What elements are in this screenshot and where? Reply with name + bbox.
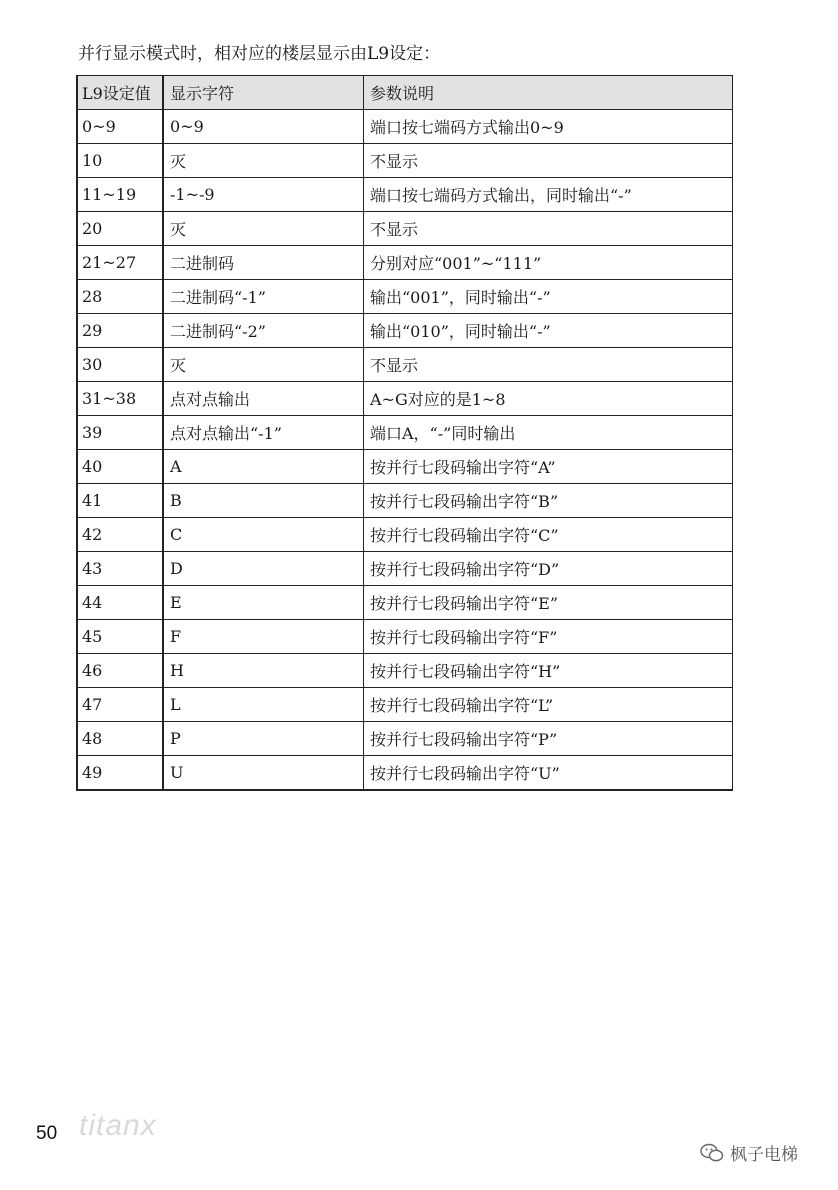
- table-row: [77, 756, 733, 791]
- cell-description: 按并行七段码输出字符“D”: [364, 552, 733, 586]
- table-row: [77, 620, 733, 654]
- cell-setting-value: 31~38: [77, 382, 163, 416]
- cell-setting-value: 49: [77, 756, 163, 791]
- cell-setting-value: 11~19: [77, 178, 163, 212]
- cell-description: 端口A，“-”同时输出: [364, 416, 733, 450]
- cell-display-char: 灭: [163, 348, 364, 382]
- cell-display-char: B: [163, 484, 364, 518]
- cell-description: 不显示: [364, 348, 733, 382]
- cell-description: A~G对应的是1~8: [364, 382, 733, 416]
- cell-description: 按并行七段码输出字符“C”: [364, 518, 733, 552]
- cell-description: 按并行七段码输出字符“H”: [364, 654, 733, 688]
- cell-description: 输出“010”，同时输出“-”: [364, 314, 733, 348]
- table-row: [77, 314, 733, 348]
- table-row: [77, 348, 733, 382]
- brand-logo-text: titanx: [79, 1109, 157, 1142]
- header-setting-value: L9设定值: [77, 76, 163, 110]
- cell-display-char: -1~-9: [163, 178, 364, 212]
- cell-description: 按并行七段码输出字符“E”: [364, 586, 733, 620]
- cell-display-char: P: [163, 722, 364, 756]
- cell-display-char: U: [163, 756, 364, 791]
- page-number: 50: [36, 1123, 58, 1144]
- cell-description: 按并行七段码输出字符“B”: [364, 484, 733, 518]
- cell-setting-value: 47: [77, 688, 163, 722]
- l9-parameter-table: [76, 75, 733, 791]
- table-row: [77, 552, 733, 586]
- table-row: [77, 586, 733, 620]
- cell-description: 按并行七段码输出字符“P”: [364, 722, 733, 756]
- cell-description: 按并行七段码输出字符“A”: [364, 450, 733, 484]
- cell-description: 按并行七段码输出字符“F”: [364, 620, 733, 654]
- cell-display-char: 二进制码“-1”: [163, 280, 364, 314]
- watermark: [700, 1140, 798, 1165]
- cell-display-char: C: [163, 518, 364, 552]
- cell-setting-value: 46: [77, 654, 163, 688]
- cell-display-char: D: [163, 552, 364, 586]
- header-display-char: 显示字符: [163, 76, 364, 110]
- cell-setting-value: 0~9: [77, 110, 163, 144]
- cell-description: 按并行七段码输出字符“U”: [364, 756, 733, 791]
- cell-display-char: 灭: [163, 144, 364, 178]
- cell-display-char: F: [163, 620, 364, 654]
- table-row: [77, 110, 733, 144]
- cell-setting-value: 48: [77, 722, 163, 756]
- cell-setting-value: 45: [77, 620, 163, 654]
- table-header-row: [77, 76, 733, 110]
- cell-description: 端口按七端码方式输出，同时输出“-”: [364, 178, 733, 212]
- table-row: [77, 722, 733, 756]
- table-row: [77, 280, 733, 314]
- cell-setting-value: 42: [77, 518, 163, 552]
- table-body: [77, 110, 733, 791]
- cell-description: 按并行七段码输出字符“L”: [364, 688, 733, 722]
- table-row: [77, 518, 733, 552]
- cell-display-char: 二进制码: [163, 246, 364, 280]
- cell-display-char: E: [163, 586, 364, 620]
- cell-setting-value: 41: [77, 484, 163, 518]
- cell-setting-value: 44: [77, 586, 163, 620]
- cell-display-char: A: [163, 450, 364, 484]
- cell-description: 不显示: [364, 212, 733, 246]
- cell-setting-value: 39: [77, 416, 163, 450]
- cell-display-char: 点对点输出“-1”: [163, 416, 364, 450]
- table-row: [77, 212, 733, 246]
- table-row: [77, 178, 733, 212]
- cell-setting-value: 20: [77, 212, 163, 246]
- cell-display-char: 二进制码“-2”: [163, 314, 364, 348]
- cell-display-char: 灭: [163, 212, 364, 246]
- cell-setting-value: 30: [77, 348, 163, 382]
- table-row: [77, 654, 733, 688]
- table-row: [77, 416, 733, 450]
- table-row: [77, 382, 733, 416]
- table-row: [77, 450, 733, 484]
- table-row: [77, 484, 733, 518]
- cell-display-char: L: [163, 688, 364, 722]
- cell-setting-value: 21~27: [77, 246, 163, 280]
- cell-description: 端口按七端码方式输出0~9: [364, 110, 733, 144]
- cell-setting-value: 43: [77, 552, 163, 586]
- cell-description: 输出“001”，同时输出“-”: [364, 280, 733, 314]
- cell-display-char: H: [163, 654, 364, 688]
- cell-setting-value: 10: [77, 144, 163, 178]
- table-row: [77, 144, 733, 178]
- table-row: [77, 246, 733, 280]
- header-description: 参数说明: [364, 76, 733, 110]
- cell-setting-value: 28: [77, 280, 163, 314]
- cell-description: 不显示: [364, 144, 733, 178]
- table-row: [77, 688, 733, 722]
- cell-display-char: 点对点输出: [163, 382, 364, 416]
- watermark-text: 枫子电梯: [730, 1145, 798, 1165]
- intro-text: 并行显示模式时，相对应的楼层显示由L9设定：: [78, 44, 441, 64]
- cell-setting-value: 40: [77, 450, 163, 484]
- cell-setting-value: 29: [77, 314, 163, 348]
- wechat-icon: [700, 1143, 724, 1163]
- cell-description: 分别对应“001”~“111”: [364, 246, 733, 280]
- cell-display-char: 0~9: [163, 110, 364, 144]
